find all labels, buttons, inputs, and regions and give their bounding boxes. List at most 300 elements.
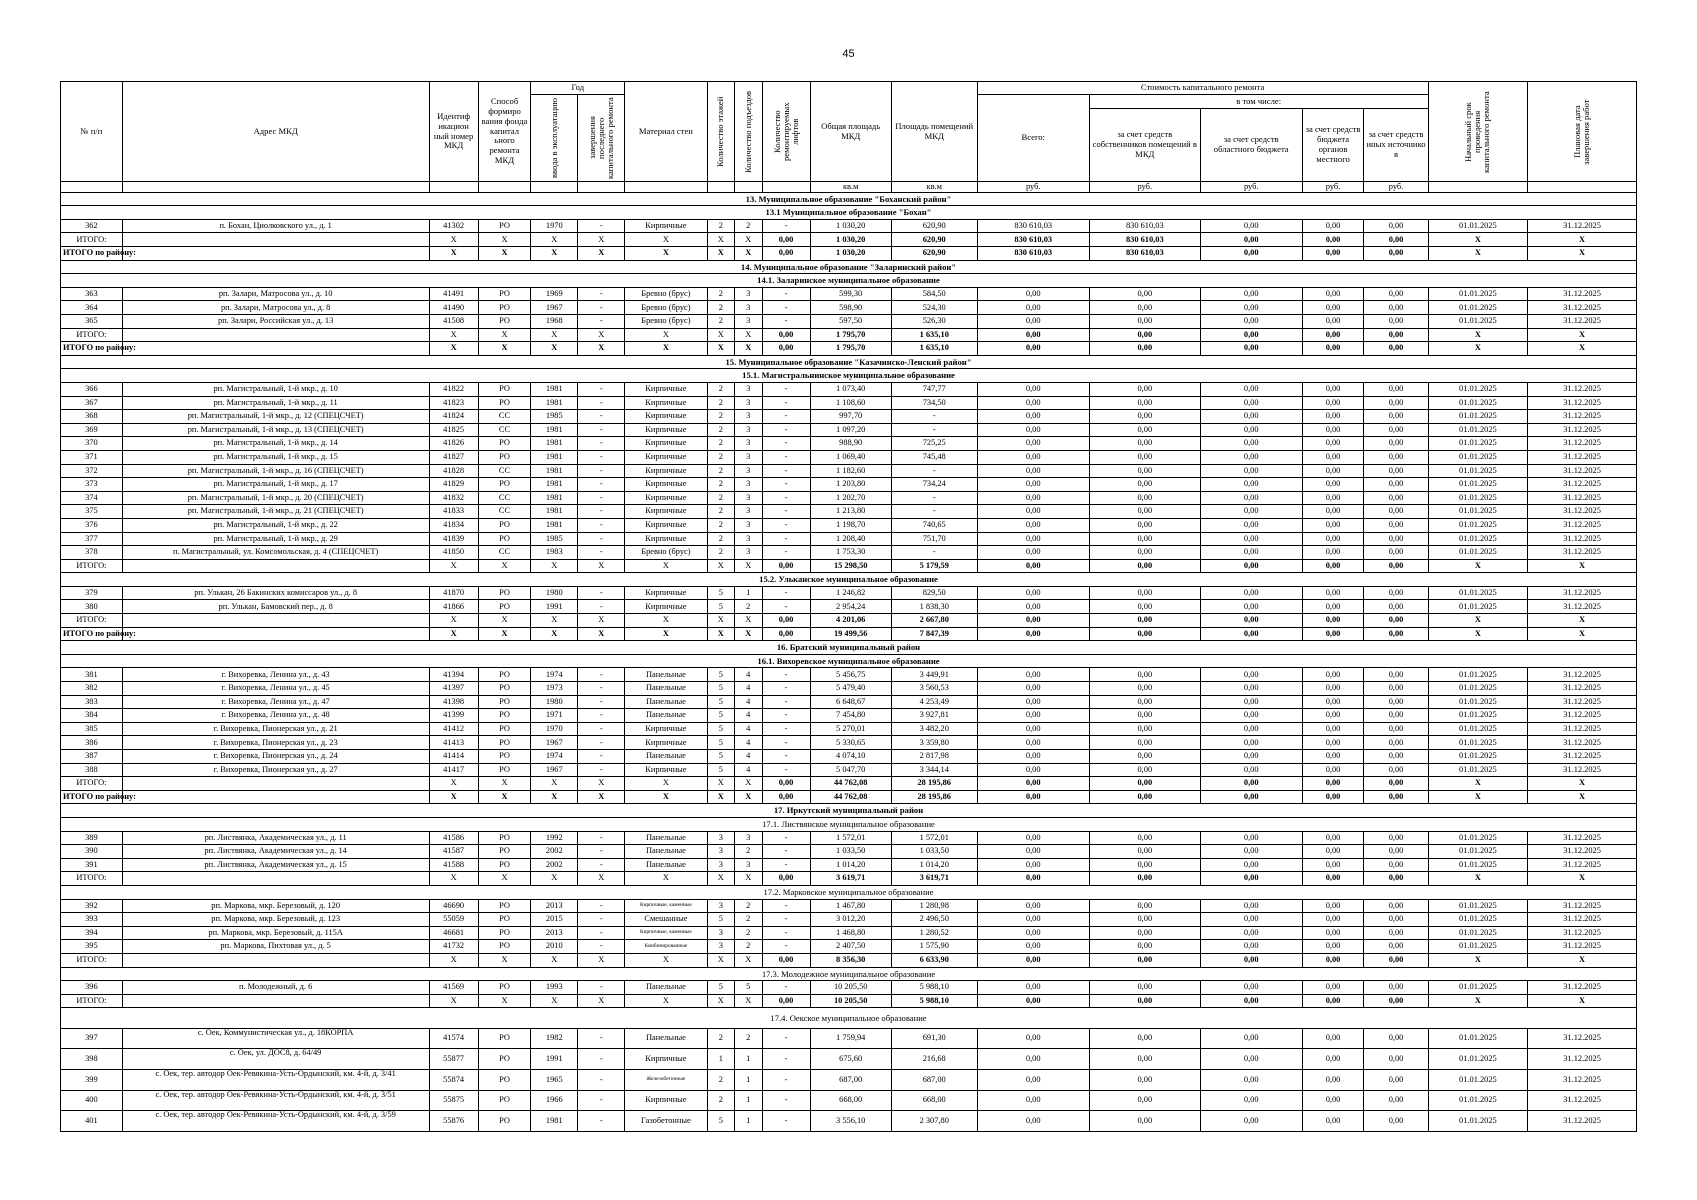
cell: 3 — [707, 831, 734, 845]
cell: 0,00 — [1200, 301, 1302, 315]
cell: 0,00 — [977, 342, 1089, 356]
cell: 55877 — [429, 1049, 478, 1070]
cell: 41870 — [429, 586, 478, 600]
header-cost-total: Всего: — [977, 95, 1089, 182]
cell: 3 — [735, 518, 762, 532]
cell: - — [762, 750, 810, 764]
unit-cost-owners: руб. — [1089, 182, 1200, 193]
cell: X — [531, 777, 578, 791]
cell: 01.01.2025 — [1428, 926, 1528, 940]
cell: 01.01.2025 — [1428, 845, 1528, 859]
cell: 0,00 — [977, 518, 1089, 532]
cell: с. Оек, Коммунистическая ул., д. 18КОРПА — [122, 1028, 429, 1049]
table-row — [61, 410, 1637, 424]
cell: 0,00 — [977, 586, 1089, 600]
cell: ИТОГО по району: — [61, 790, 123, 804]
cell: п. Бохан, Циолковского ул., д. 1 — [122, 219, 429, 233]
cell: 0,00 — [977, 410, 1089, 424]
cell: 0,00 — [1089, 872, 1200, 886]
cell: 31.12.2025 — [1528, 478, 1637, 492]
cell: 01.01.2025 — [1428, 600, 1528, 614]
cell: X — [735, 790, 762, 804]
cell: 0,00 — [1364, 668, 1428, 682]
cell: 0,00 — [1200, 247, 1302, 261]
cell: 376 — [61, 518, 123, 532]
cell: 0,00 — [1200, 423, 1302, 437]
cell: РО — [478, 396, 531, 410]
cell: 0,00 — [1089, 396, 1200, 410]
cell: 3 560,53 — [891, 682, 977, 696]
cell: Железобетонные — [625, 1070, 707, 1091]
cell: 0,00 — [977, 940, 1089, 954]
cell — [122, 953, 429, 967]
cell: 394 — [61, 926, 123, 940]
cell: 01.01.2025 — [1428, 750, 1528, 764]
table-row — [61, 845, 1637, 859]
table-row — [61, 1111, 1637, 1132]
cell: 0,00 — [1302, 899, 1364, 913]
cell: 3 — [735, 546, 762, 560]
cell: 0,00 — [1364, 410, 1428, 424]
cell: X — [429, 233, 478, 247]
cell: 0,00 — [1089, 301, 1200, 315]
cell: X — [531, 614, 578, 628]
district-total-row — [61, 790, 1637, 804]
cell: 01.01.2025 — [1428, 668, 1528, 682]
district-total-row — [61, 342, 1637, 356]
cell: 0,00 — [1364, 913, 1428, 927]
cell: 0,00 — [1089, 315, 1200, 329]
cell: 397 — [61, 1028, 123, 1049]
cell: 0,00 — [1200, 668, 1302, 682]
subsection-title: 13.1 Муниципальное образование "Бохан" — [61, 206, 1637, 220]
cell: 1970 — [531, 722, 578, 736]
cell: X — [1528, 328, 1637, 342]
cell: 5 — [707, 736, 734, 750]
cell: X — [531, 994, 578, 1008]
cell: 734,24 — [891, 478, 977, 492]
cell: 3 — [707, 899, 734, 913]
cell: Панельные — [625, 682, 707, 696]
cell: 5 047,70 — [810, 763, 891, 777]
cell: 378 — [61, 546, 123, 560]
cell: 31.12.2025 — [1528, 831, 1637, 845]
cell: 1981 — [531, 382, 578, 396]
cell: 3 359,80 — [891, 736, 977, 750]
cell: X — [478, 247, 531, 261]
cell: 0,00 — [1302, 763, 1364, 777]
cell: 734,50 — [891, 396, 977, 410]
cell: 46681 — [429, 926, 478, 940]
cell: 31.12.2025 — [1528, 219, 1637, 233]
cell: СС — [478, 505, 531, 519]
cell: 0,00 — [1200, 478, 1302, 492]
cell: 0,00 — [1364, 219, 1428, 233]
cell: 44 762,08 — [810, 777, 891, 791]
cell: 1981 — [531, 1111, 578, 1132]
cell — [122, 872, 429, 886]
cell: 01.01.2025 — [1428, 491, 1528, 505]
cell: 368 — [61, 410, 123, 424]
cell: - — [578, 219, 625, 233]
section-title: 16. Братский муниципальный район — [61, 641, 1637, 655]
cell: 41850 — [429, 546, 478, 560]
cell: - — [578, 586, 625, 600]
cell: X — [478, 627, 531, 641]
cell: - — [578, 382, 625, 396]
cell: 0,00 — [1364, 328, 1428, 342]
cell: РО — [478, 709, 531, 723]
cell: 0,00 — [977, 790, 1089, 804]
cell: - — [762, 315, 810, 329]
table-row — [61, 831, 1637, 845]
cell: 379 — [61, 586, 123, 600]
cell: 41417 — [429, 763, 478, 777]
cell: 31.12.2025 — [1528, 410, 1637, 424]
cell: 0,00 — [977, 301, 1089, 315]
cell: 31.12.2025 — [1528, 682, 1637, 696]
subsection-heading-row — [61, 654, 1637, 668]
cell: 524,30 — [891, 301, 977, 315]
cell: РО — [478, 1090, 531, 1111]
cell: 1981 — [531, 450, 578, 464]
cell: 0,00 — [1200, 315, 1302, 329]
total-row — [61, 328, 1637, 342]
cell: с. Оек, ул. ДОС8, д. 64/49 — [122, 1049, 429, 1070]
cell: X — [478, 559, 531, 573]
cell: Панельные — [625, 845, 707, 859]
cell: 1 467,80 — [810, 899, 891, 913]
cell: Панельные — [625, 668, 707, 682]
cell: X — [625, 790, 707, 804]
cell: 01.01.2025 — [1428, 287, 1528, 301]
cell: 0,00 — [762, 247, 810, 261]
cell: 388 — [61, 763, 123, 777]
cell: 1 — [735, 1049, 762, 1070]
cell: X — [735, 872, 762, 886]
cell: ИТОГО: — [61, 953, 123, 967]
cell: X — [1428, 614, 1528, 628]
cell: 1 033,50 — [891, 845, 977, 859]
cell: 2 — [735, 1028, 762, 1049]
cell: - — [578, 940, 625, 954]
cell: Кирпичные — [625, 736, 707, 750]
cell: 41588 — [429, 858, 478, 872]
cell: 31.12.2025 — [1528, 926, 1637, 940]
cell: 2 — [707, 396, 734, 410]
cell: 3 012,20 — [810, 913, 891, 927]
cell: 3 — [707, 858, 734, 872]
cell: 216,68 — [891, 1049, 977, 1070]
cell: 5 — [707, 913, 734, 927]
cell: 0,00 — [977, 1070, 1089, 1091]
cell: X — [578, 994, 625, 1008]
cell: X — [531, 627, 578, 641]
cell: 1 202,70 — [810, 491, 891, 505]
cell: 1981 — [531, 423, 578, 437]
cell: 0,00 — [977, 981, 1089, 995]
cell: X — [1528, 614, 1637, 628]
cell: 41826 — [429, 437, 478, 451]
cell: 0,00 — [977, 532, 1089, 546]
cell: 0,00 — [1364, 845, 1428, 859]
cell: 1 030,20 — [810, 247, 891, 261]
table-row — [61, 668, 1637, 682]
cell: - — [762, 518, 810, 532]
cell: 0,00 — [1200, 790, 1302, 804]
cell: 28 195,86 — [891, 777, 977, 791]
cell: 41412 — [429, 722, 478, 736]
cell: 2 — [707, 1028, 734, 1049]
cell: 0,00 — [1200, 437, 1302, 451]
cell: - — [762, 858, 810, 872]
cell: 0,00 — [1200, 1049, 1302, 1070]
cell: 0,00 — [1089, 913, 1200, 927]
cell: 41833 — [429, 505, 478, 519]
cell: РО — [478, 1070, 531, 1091]
cell: 0,00 — [762, 872, 810, 886]
cell: 31.12.2025 — [1528, 736, 1637, 750]
cell: рп. Магистральный, 1-й мкр., д. 15 — [122, 450, 429, 464]
cell: 5 — [707, 981, 734, 995]
cell: 1969 — [531, 287, 578, 301]
cell: 0,00 — [977, 763, 1089, 777]
cell: 0,00 — [1364, 382, 1428, 396]
cell: 0,00 — [1200, 219, 1302, 233]
cell: 0,00 — [1089, 491, 1200, 505]
cell: 3 927,81 — [891, 709, 977, 723]
cell: 0,00 — [1200, 559, 1302, 573]
cell: рп. Маркова, мкр. Березовый, д. 120 — [122, 899, 429, 913]
cell: X — [1428, 872, 1528, 886]
cell: 0,00 — [1364, 614, 1428, 628]
cell: 747,77 — [891, 382, 977, 396]
cell: 0,00 — [1302, 342, 1364, 356]
cell: X — [735, 614, 762, 628]
cell: 5 — [707, 600, 734, 614]
cell: 3 — [735, 315, 762, 329]
cell: 31.12.2025 — [1528, 1049, 1637, 1070]
cell: Кирпичные — [625, 450, 707, 464]
cell: 0,00 — [1364, 546, 1428, 560]
cell: 2 — [735, 899, 762, 913]
cell: - — [762, 546, 810, 560]
cell: X — [578, 614, 625, 628]
cell: 1981 — [531, 505, 578, 519]
cell: 0,00 — [1089, 722, 1200, 736]
cell: 41569 — [429, 981, 478, 995]
cell: 4 — [735, 763, 762, 777]
table-row — [61, 940, 1637, 954]
cell: X — [429, 994, 478, 1008]
cell: 0,00 — [1302, 1111, 1364, 1132]
cell: 3 — [735, 396, 762, 410]
cell: 0,00 — [1089, 382, 1200, 396]
cell: 0,00 — [1200, 994, 1302, 1008]
cell: 0,00 — [1200, 1028, 1302, 1049]
cell: 395 — [61, 940, 123, 954]
cell: 1991 — [531, 1049, 578, 1070]
table-row — [61, 695, 1637, 709]
cell: 4 201,06 — [810, 614, 891, 628]
cell: 0,00 — [1089, 410, 1200, 424]
table-row — [61, 736, 1637, 750]
cell: 0,00 — [1364, 926, 1428, 940]
cell: 1 795,70 — [810, 342, 891, 356]
cell: 3 — [707, 940, 734, 954]
cell: 0,00 — [1200, 328, 1302, 342]
cell: 41398 — [429, 695, 478, 709]
cell: - — [578, 315, 625, 329]
unit-cost-other: руб. — [1364, 182, 1428, 193]
cell: 740,65 — [891, 518, 977, 532]
cell: 0,00 — [977, 1090, 1089, 1111]
cell: 0,00 — [762, 559, 810, 573]
cell: 988,90 — [810, 437, 891, 451]
cell: 1 635,10 — [891, 342, 977, 356]
cell: - — [578, 709, 625, 723]
cell: 41825 — [429, 423, 478, 437]
cell: 0,00 — [1302, 1028, 1364, 1049]
cell: - — [578, 899, 625, 913]
cell: 0,00 — [1089, 546, 1200, 560]
cell: - — [762, 695, 810, 709]
cell: 0,00 — [1302, 940, 1364, 954]
cell: 392 — [61, 899, 123, 913]
cell: 371 — [61, 450, 123, 464]
cell: 01.01.2025 — [1428, 913, 1528, 927]
cell: 31.12.2025 — [1528, 858, 1637, 872]
cell: Комбинированные — [625, 940, 707, 954]
cell: Кирпичные — [625, 478, 707, 492]
cell: 668,00 — [891, 1090, 977, 1111]
cell: 0,00 — [1364, 437, 1428, 451]
cell: ИТОГО: — [61, 559, 123, 573]
unit-cost-local: руб. — [1302, 182, 1364, 193]
cell: X — [1428, 342, 1528, 356]
cell: X — [429, 342, 478, 356]
cell: 2 — [707, 450, 734, 464]
cell: 0,00 — [1302, 546, 1364, 560]
cell: 0,00 — [1200, 722, 1302, 736]
cell: 829,50 — [891, 586, 977, 600]
cell: 0,00 — [1200, 1111, 1302, 1132]
cell: 0,00 — [1089, 1070, 1200, 1091]
cell: 391 — [61, 858, 123, 872]
cell: 01.01.2025 — [1428, 382, 1528, 396]
cell: X — [478, 777, 531, 791]
cell: - — [762, 1049, 810, 1070]
cell: 1 097,20 — [810, 423, 891, 437]
cell: X — [531, 233, 578, 247]
cell: 01.01.2025 — [1428, 981, 1528, 995]
cell: 1981 — [531, 464, 578, 478]
cell: 31.12.2025 — [1528, 518, 1637, 532]
cell: 15 298,50 — [810, 559, 891, 573]
cell: рп. Маркова, Пихтовая ул., д. 5 — [122, 940, 429, 954]
cell: 0,00 — [1364, 750, 1428, 764]
cell: X — [578, 777, 625, 791]
cell: X — [625, 872, 707, 886]
cell: 374 — [61, 491, 123, 505]
cell: - — [891, 464, 977, 478]
cell: X — [1428, 559, 1528, 573]
cell: 687,00 — [810, 1070, 891, 1091]
cell: 366 — [61, 382, 123, 396]
cell: г. Вихоревка, Пионерская ул., д. 27 — [122, 763, 429, 777]
cell: 7 454,80 — [810, 709, 891, 723]
cell: 0,00 — [1302, 1070, 1364, 1091]
cell: 31.12.2025 — [1528, 750, 1637, 764]
cell: 0,00 — [1302, 423, 1364, 437]
total-row — [61, 559, 1637, 573]
cell: 598,90 — [810, 301, 891, 315]
cell: 0,00 — [1364, 736, 1428, 750]
subsection-title: 17.3. Молодежное муниципальное образование — [61, 967, 1637, 981]
cell: 0,00 — [1364, 532, 1428, 546]
table-row — [61, 478, 1637, 492]
cell: 383 — [61, 695, 123, 709]
cell: X — [707, 872, 734, 886]
cell: 0,00 — [1200, 926, 1302, 940]
cell: 01.01.2025 — [1428, 396, 1528, 410]
cell: г. Вихоревка, Ленина ул., д. 45 — [122, 682, 429, 696]
cell: 5 270,01 — [810, 722, 891, 736]
cell: Кирпичные — [625, 423, 707, 437]
cell: - — [762, 1111, 810, 1132]
cell: 0,00 — [762, 790, 810, 804]
subsection-heading-row — [61, 274, 1637, 288]
cell: 0,00 — [1302, 437, 1364, 451]
cell: 380 — [61, 600, 123, 614]
cell: X — [429, 777, 478, 791]
cell: - — [578, 1049, 625, 1070]
cell: РО — [478, 736, 531, 750]
cell: п. Молодежный, д. 6 — [122, 981, 429, 995]
cell: 0,00 — [1364, 777, 1428, 791]
cell: 1974 — [531, 750, 578, 764]
cell: РО — [478, 1028, 531, 1049]
cell: 1 795,70 — [810, 328, 891, 342]
cell: 0,00 — [977, 1049, 1089, 1070]
cell: РО — [478, 831, 531, 845]
cell: 1 108,60 — [810, 396, 891, 410]
cell: 2013 — [531, 899, 578, 913]
header-cost-local: за счет средств бюджета органов местного — [1302, 109, 1364, 182]
cell: 0,00 — [1364, 1070, 1428, 1091]
section-heading-row — [61, 804, 1637, 818]
cell: 0,00 — [1089, 437, 1200, 451]
cell: 400 — [61, 1090, 123, 1111]
cell: 2 — [707, 410, 734, 424]
table-row — [61, 981, 1637, 995]
cell: X — [1428, 247, 1528, 261]
cell: 0,00 — [1302, 872, 1364, 886]
cell: 0,00 — [977, 899, 1089, 913]
cell: 1 203,80 — [810, 478, 891, 492]
cell: 0,00 — [762, 777, 810, 791]
cell: 2 — [707, 301, 734, 315]
cell: Панельные — [625, 831, 707, 845]
cell: - — [578, 722, 625, 736]
table-row — [61, 315, 1637, 329]
table-row — [61, 586, 1637, 600]
table-header — [61, 82, 1637, 193]
cell: 0,00 — [977, 736, 1089, 750]
cell: - — [762, 668, 810, 682]
cell: 0,00 — [977, 1111, 1089, 1132]
cell: 2013 — [531, 926, 578, 940]
